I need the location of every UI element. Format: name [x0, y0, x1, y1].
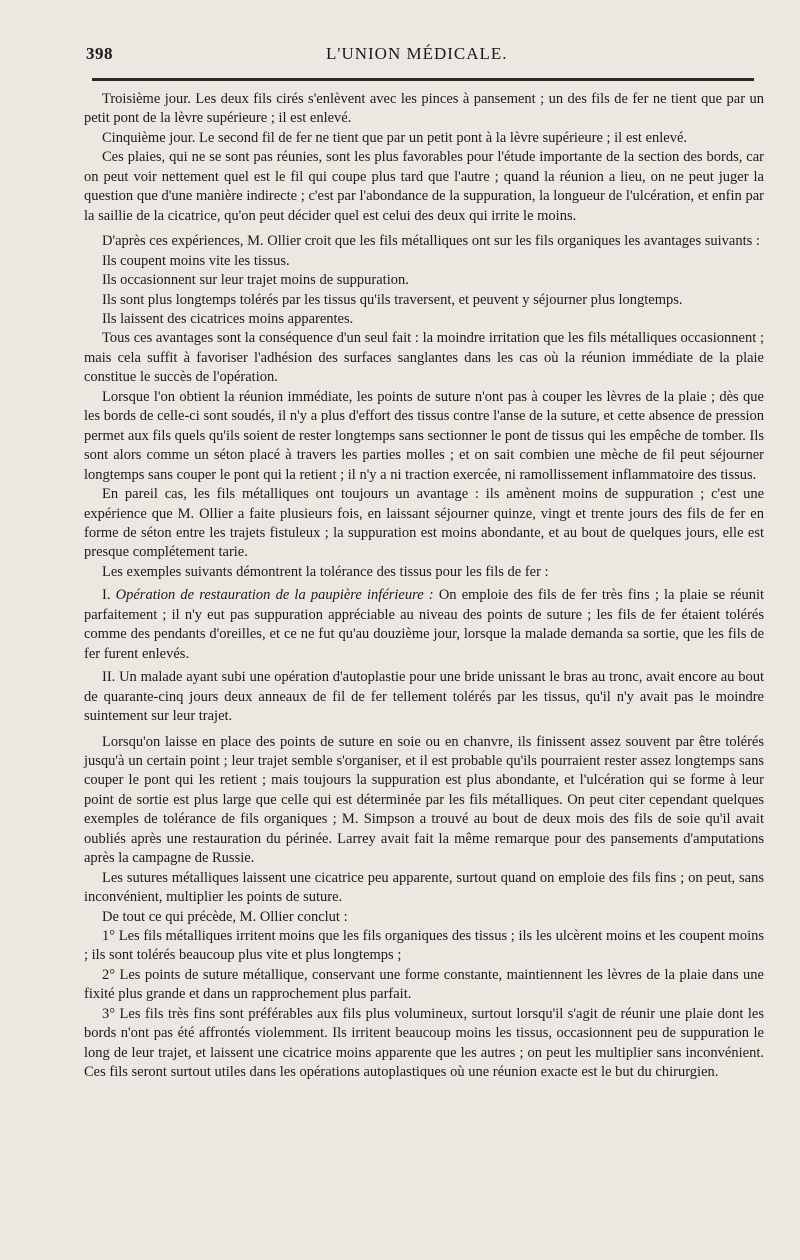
- paragraph: Lorsqu'on laisse en place des points de suture en soie ou en chanvre, ils finissent assez souvent par être tolérés jusqu'à un certain point ; leur trajet semble s'organiser, et il est probable qu'ils pourraient rester assez longtemps sans couper le pont qui les retient ; mais toujours la suppuration est plus abondante, et l'ulcération qui se forme à leur point de sortie est plus large que celle qui est déterminée par les fils métalliques. On peut citer cependant quelques exemples de tolérance de fils organiques ; M. Simpson a trouvé au bout de deux mois des fils de soie qu'il avait oubliés après une restauration du périnée. Larrey avait fait la même remarque pour des pansements d'amputations après la campagne de Russie.: [84, 733, 764, 867]
- conclusion-item: 2° Les points de suture métallique, conservant une forme constante, maintiennent les lèvres de la plaie dans une fixité plus grande et dans un rapprochement plus parfait.: [84, 966, 764, 1003]
- example-title: Opération de restauration de la paupière inférieure :: [115, 587, 434, 604]
- example-1: [84, 586, 764, 664]
- paragraph: Les sutures métalliques laissent une cicatrice peu apparente, surtout quand on emploie des fils fins ; on peut, sans inconvénient, multiplier les points de suture.: [84, 869, 764, 906]
- paragraph: D'après ces expériences, M. Ollier croit que les fils métalliques ont sur les fils organiques les avantages suivants :: [102, 233, 760, 250]
- paragraph: De tout ce qui précède, M. Ollier conclut :: [102, 908, 348, 925]
- page-number: 398: [86, 44, 113, 63]
- paragraph: Tous ces avantages sont la conséquence d'un seul fait : la moindre irritation que les fils métalliques occasionnent ; mais cela suffit à favoriser l'adhésion des surfaces sanglantes dans les cas où la réunion immédiate de la plaie constitue le succès de l'opération.: [84, 330, 764, 386]
- paragraph: En pareil cas, les fils métalliques ont toujours un avantage : ils amènent moins de suppuration ; c'est une expérience que M. Ollier a faite plusieurs fois, en laissant séjourner quinze, vingt et trente jours des fils de fer en forme de séton entre les trajets fistuleux ; la suppuration est moins abondante, et au bout de quelques jours, elle est presque complétement tarie.: [84, 486, 764, 561]
- example-text: On emploie des fils de fer très fins ; la plaie se réunit parfaitement ; il n'y eut pas suppuration appréciable au niveau des points de suture ; les fils de fer étaient tolérés comme des pendants d'oreilles, et ce ne fut qu'au douzième jour, lorsque la malade demanda sa sortie, que les fils de fer furent enlevés.: [84, 587, 765, 662]
- page-header: [86, 44, 766, 74]
- list-item: Ils occasionnent sur leur trajet moins de suppuration.: [102, 272, 409, 289]
- paragraph: Troisième jour. Les deux fils cirés s'enlèvent avec les pinces à pansement ; un des fils de fer ne tient que par un petit pont de la lèvre supérieure ; il est enlevé.: [84, 91, 764, 127]
- list-item: Ils coupent moins vite les tissus.: [102, 252, 290, 269]
- list-item: Ils laissent des cicatrices moins apparentes.: [102, 310, 354, 327]
- paragraph: Lorsque l'on obtient la réunion immédiate, les points de suture n'ont pas à couper les lèvres de la plaie ; dès que les bords de celle-ci sont soudés, il n'y a plus d'effort des tissus contre l'anse de la suture, et cette absence de pression permet aux fils quels qu'ils soient de rester longtemps sans sectionner le pont de tissus qui les empêche de tomber. Ils sont alors comme un séton placé à travers les parties molles ; et on sait combien une mèche de fil peut séjourner longtemps sans couper le pont qui la retient ; il n'y a ni traction exercée, ni ramollissement inflammatoire des tissus.: [84, 388, 764, 483]
- header-rule: [92, 78, 754, 81]
- paragraph: Cinquième jour. Le second fil de fer ne tient que par un petit pont à la lèvre supérieure ; il est enlevé.: [102, 129, 688, 146]
- conclusion-item: 1° Les fils métalliques irritent moins que les fils organiques des tissus ; ils les ulcèrent moins et les coupent moins ; ils sont tolérés beaucoup plus vite et plus longtemps ;: [84, 928, 764, 964]
- conclusion-item: 3° Les fils très fins sont préférables aux fils plus volumineux, surtout lorsqu'il s'agit de réunir une plaie dont les bords n'ont pas été affrontés violemment. Ils irritent beaucoup moins les tissus, occasionnent peu de suppuration le long de leur trajet, et laissent une cicatrice moins apparente que les autres ; on peut les multiplier sans inconvénient. Ces fils seront surtout utiles dans les opérations autoplastiques où une réunion exacte est le but du chirurgien.: [84, 1005, 764, 1081]
- running-title: L'UNION MÉDICALE.: [326, 44, 508, 63]
- paragraph: Ces plaies, qui ne se sont pas réunies, sont les plus favorables pour l'étude importante de la section des bords, car on peut voir nettement quel est le fil qui coupe plus tard que l'autre ; quand la réunion a lieu, on ne peut juger la question que d'une manière indirecte ; c'est par l'abondance de la suppuration, la longueur de l'ulcération, et enfin par la saillie de la cicatrice, qu'on peut décider quel est celui des deux qui irrite le moins.: [84, 149, 764, 224]
- list-item: Ils sont plus longtemps tolérés par les tissus qu'ils traversent, et peuvent y séjourner plus longtemps.: [102, 291, 683, 308]
- paragraph: Les exemples suivants démontrent la tolérance des tissus pour les fils de fer :: [102, 563, 549, 580]
- example-number: I.: [102, 587, 111, 604]
- example-2: II. Un malade ayant subi une opération d'autoplastie pour une bride unissant le bras au tronc, avait encore au bout de quarante-cinq jours deux anneaux de fil de fer tellement tolérés par les tissus, qu'il n'y avait pas le moindre suintement sur leur trajet.: [84, 669, 764, 725]
- body-text: [84, 90, 764, 1083]
